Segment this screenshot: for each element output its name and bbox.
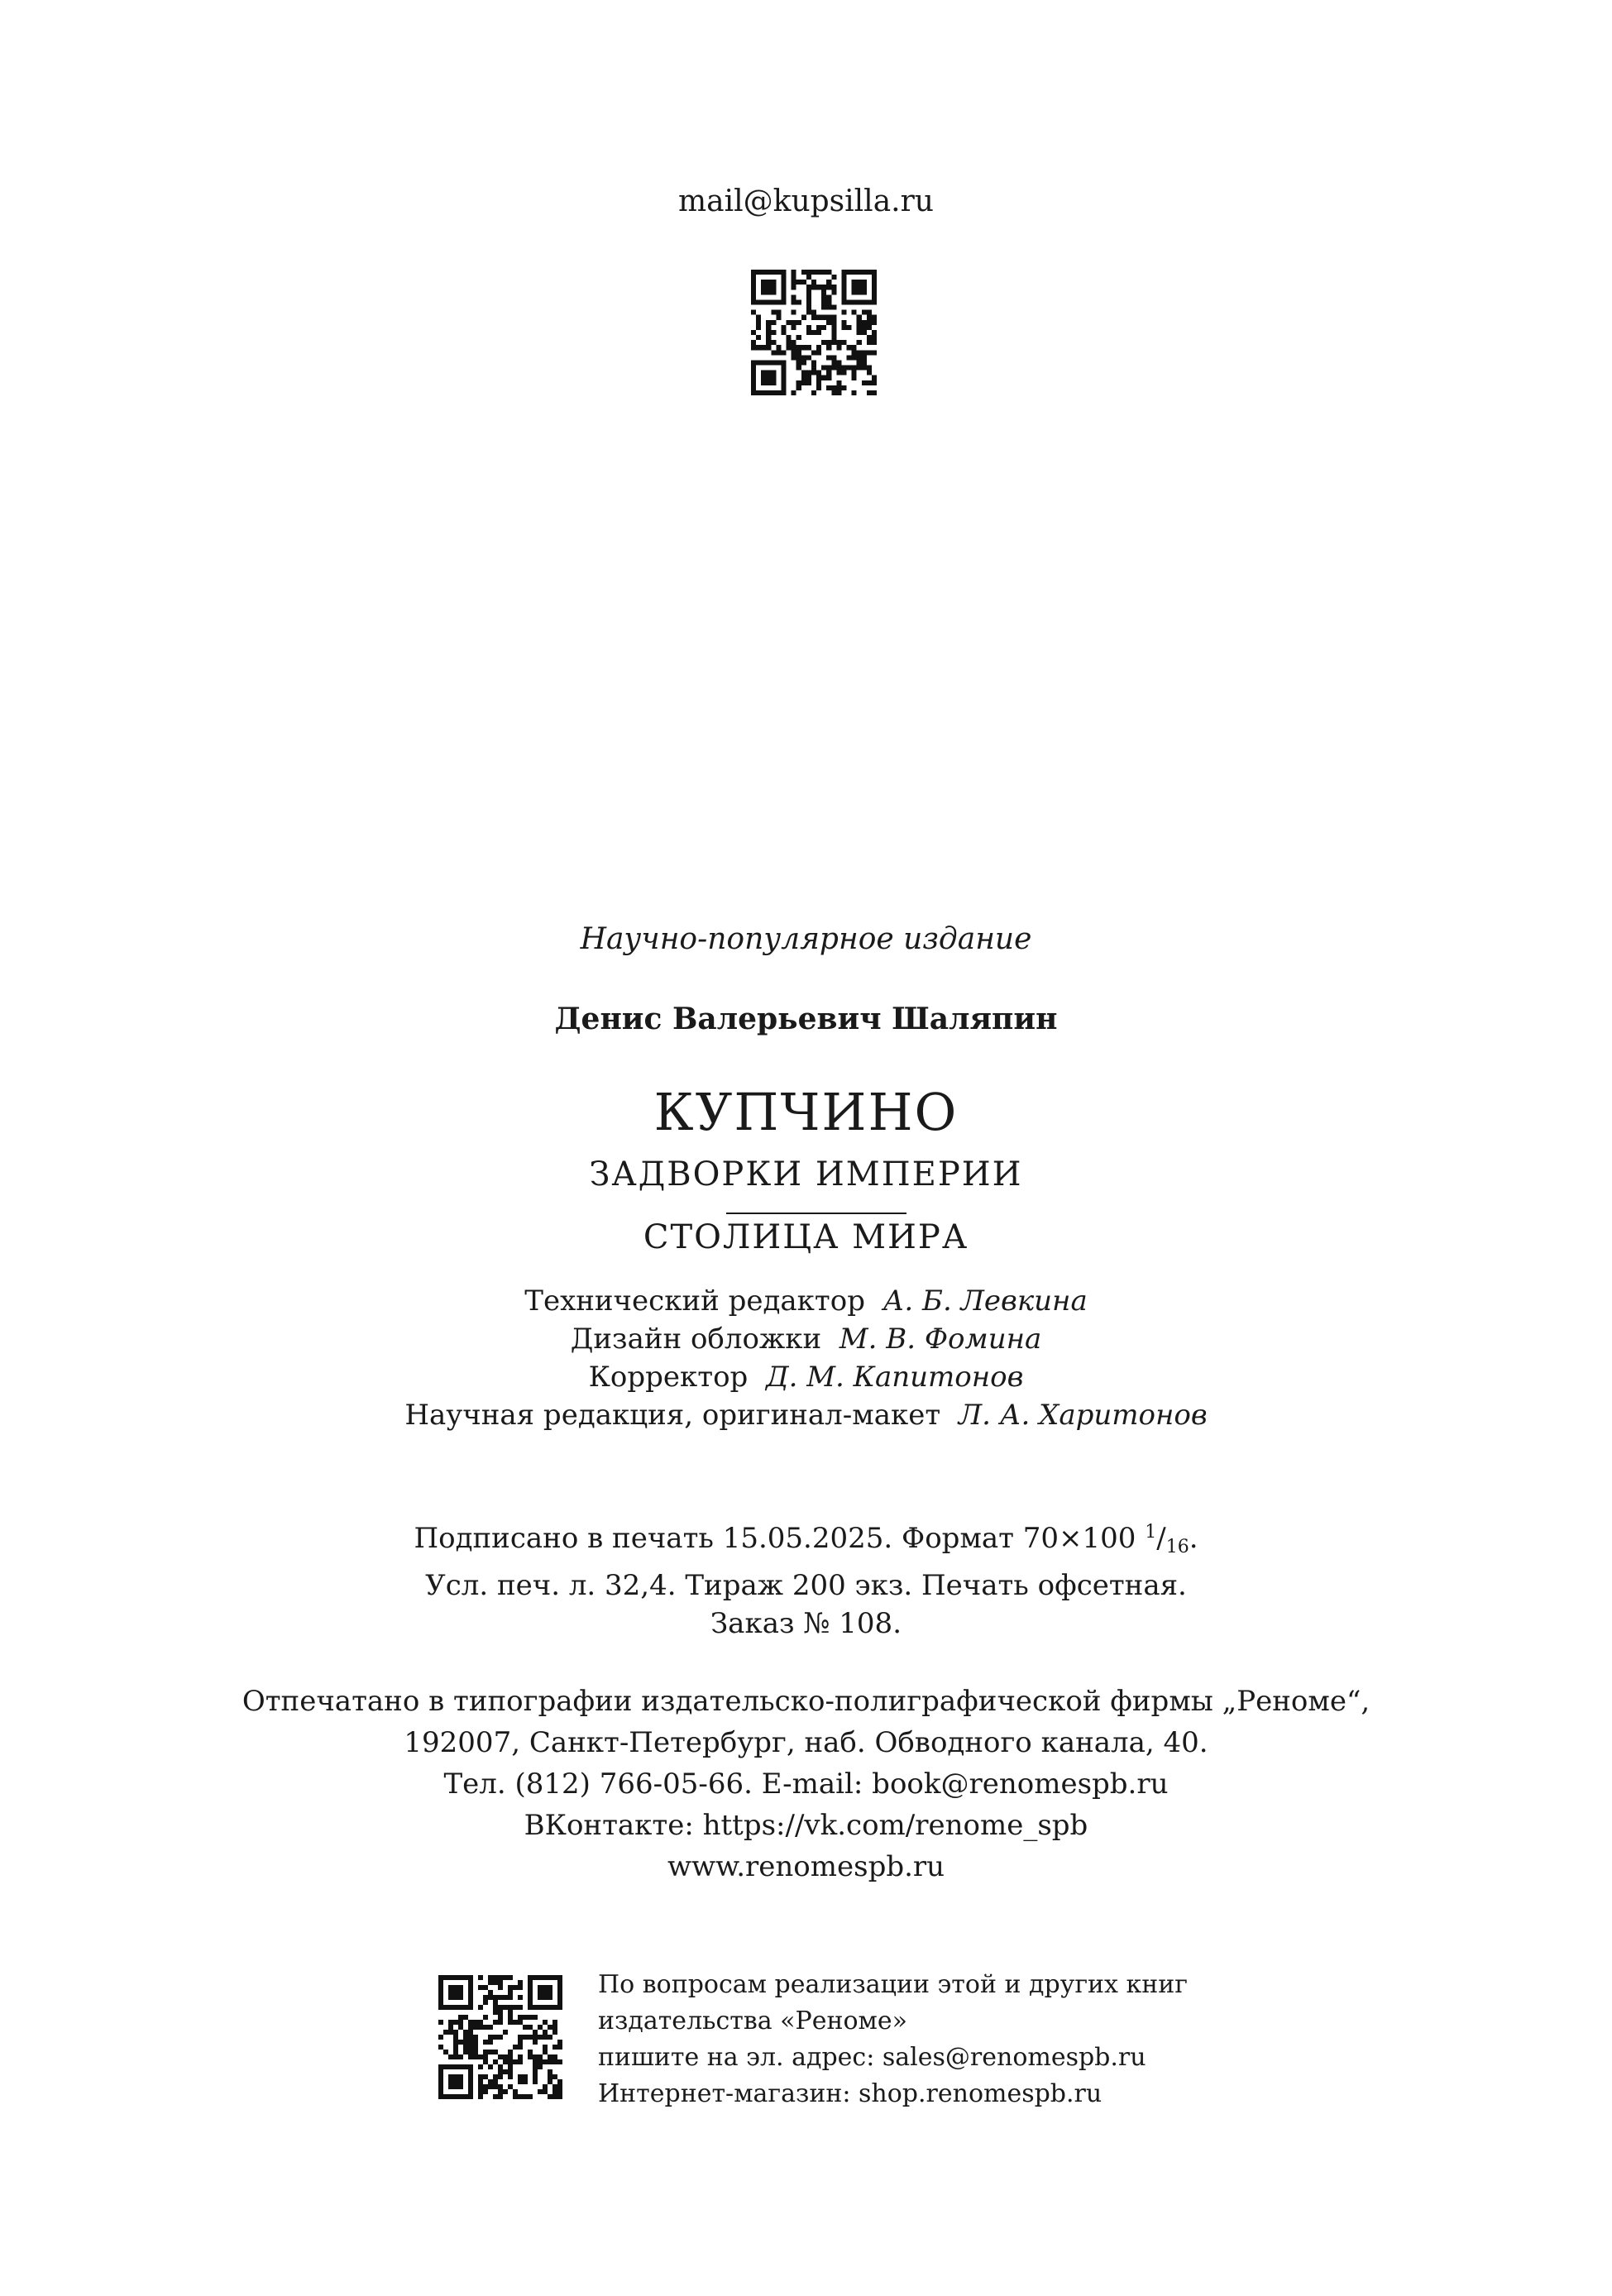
sales-info-line: Интернет-магазин: shop.renomespb.ru: [598, 2079, 1103, 2108]
credit-line: Корректор Д. М. Капитонов: [588, 1361, 1024, 1394]
sales-info-line: пишите на эл. адрес: sales@renomespb.ru: [598, 2043, 1146, 2072]
print-info-line: Усл. печ. л. 32,4. Тираж 200 экз. Печать офсетная.: [425, 1569, 1187, 1602]
credits: [0, 1282, 1612, 1434]
credit-line: Дизайн обложки М. В. Фомина: [570, 1323, 1042, 1356]
printer-info-line: ВКонтакте: https://vk.com/renome_spb: [524, 1809, 1088, 1842]
book-title: КУПЧИНО: [653, 1082, 959, 1142]
author-name: Денис Валерьевич Шаляпин: [554, 1002, 1058, 1036]
credit-line: Технический редактор А. Б. Левкина: [524, 1284, 1088, 1318]
title-divider: [726, 1213, 906, 1214]
book-subtitle-1: ЗАДВОРКИ ИМПЕРИИ: [589, 1155, 1023, 1193]
contact-email: mail@kupsilla.ru: [678, 184, 934, 218]
sales-info-line: издательства «Реноме»: [598, 2007, 907, 2035]
bottom-qr-code-icon: [438, 1975, 562, 2099]
printer-info-line: Тел. (812) 766-05-66. E-mail: book@renomespb.ru: [443, 1767, 1169, 1801]
top-qr-code-icon: [751, 270, 877, 395]
printer-info-line: 192007, Санкт-Петербург, наб. Обводного канала, 40.: [404, 1726, 1208, 1759]
print-info-line: Заказ № 108.: [710, 1607, 902, 1640]
sales-info: [598, 1967, 1188, 2112]
book-subtitle-2: СТОЛИЦА МИРА: [643, 1218, 969, 1256]
sales-info-line: По вопросам реализации этой и других книг: [598, 1970, 1188, 1999]
printer-info: [0, 1681, 1612, 1887]
printer-info-line: www.renomespb.ru: [667, 1850, 945, 1883]
credit-line: Научная редакция, оригинал-макет Л. А. Харитонов: [404, 1399, 1208, 1432]
print-info: [0, 1514, 1612, 1643]
edition-type: Научно-популярное издание: [580, 922, 1032, 956]
printer-info-line: Отпечатано в типографии издательско-полиграфической фирмы „Реноме“,: [242, 1685, 1370, 1718]
print-info-line: Подписано в печать 15.05.2025. Формат 70×100 $^1/_{16}$.: [414, 1522, 1198, 1557]
